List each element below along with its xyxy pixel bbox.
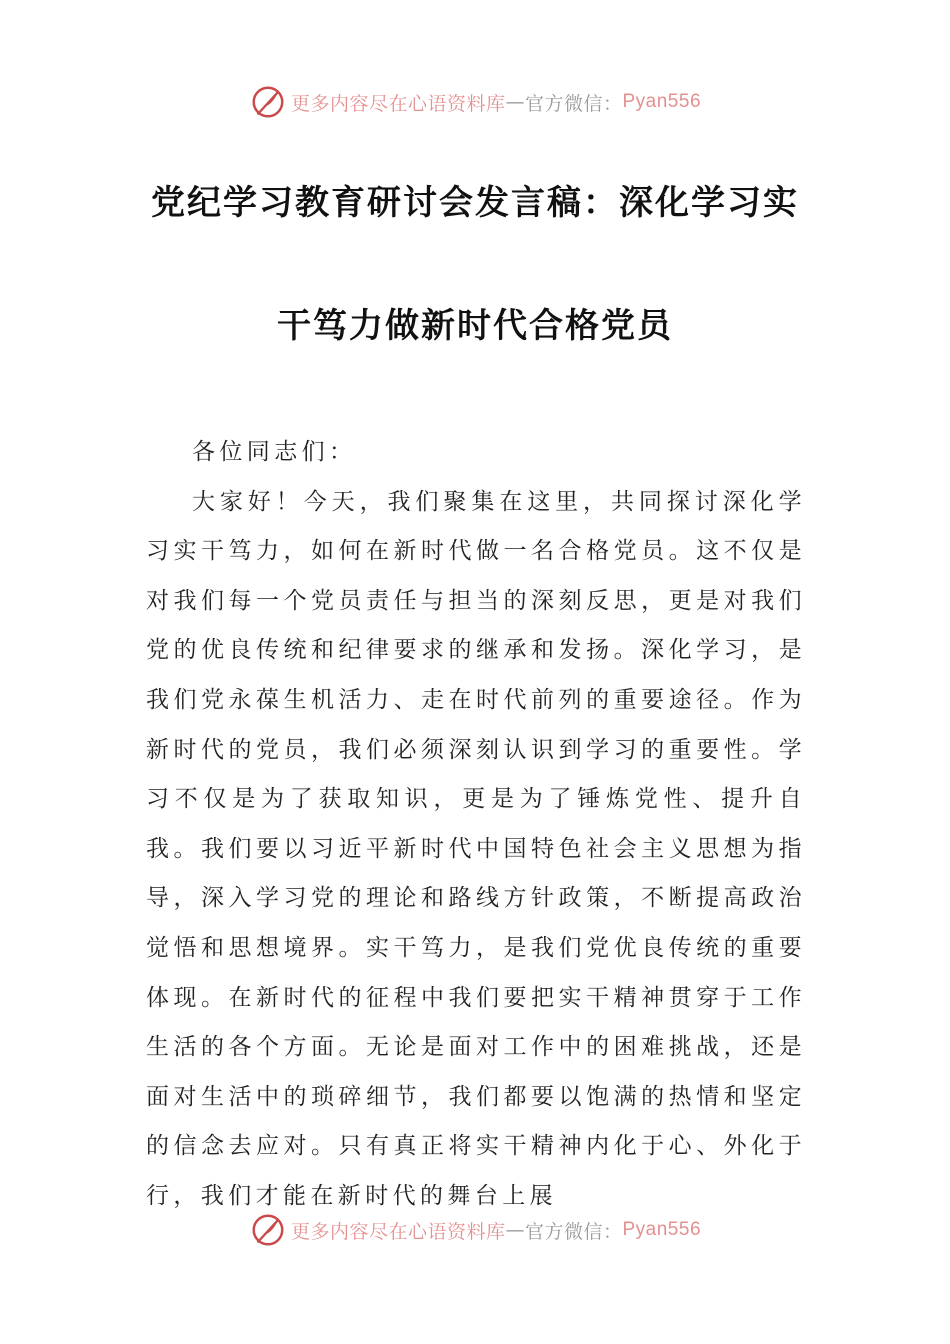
document-title-line-1: 党纪学习教育研讨会发言稿：深化学习实 (151, 183, 799, 223)
banner-wechat-label: 官方微信： (524, 1220, 623, 1243)
banner-separator: — (505, 91, 525, 113)
banner-text: 更多内容尽在心语资料库 (290, 92, 506, 115)
banner-separator: — (505, 1219, 525, 1241)
body-paragraph: 大家好！今天，我们聚集在这里，共同探讨深化学习实干笃力，如何在新时代做一名合格党员。这不仅是对我们每一个党员责任与担当的深刻反思，更是对我们党的优良传统和纪律要求的继承和发扬。深化学习，是我们党永葆生机活力、走在时代前列的重要途径。作为新时代的党员，我们必须深刻认识到学习的重要性。学习不仅是为了获取知识，更是为了锤炼党性、提升自我。我们要以习近平新时代中国特色社会主义思想为指导，深入学习党的理论和路线方针政策，不断提高政治觉悟和思想境界。实干笃力，是我们党优良传统的重要体现。在新时代的征程中我们要把实干精神贯穿于工作生活的各个方面。无论是面对工作中的困难挑战，还是面对生活中的琐碎细节，我们都要以饱满的热情和坚定的信念去应对。只有真正将实干精神内化于心、外化于行，我们才能在新时代的舞台上展 (146, 488, 806, 1209)
banner-text: 更多内容尽在心语资料库 (290, 1220, 506, 1243)
quill-pen-logo-icon (249, 83, 287, 121)
header-watermark-banner (0, 82, 950, 122)
document-title-line-2: 干笃力做新时代合格党员 (277, 306, 673, 346)
banner-wechat-id: Pyan556 (622, 1219, 702, 1240)
footer-watermark-banner (0, 1210, 950, 1250)
quill-pen-logo-icon (249, 1211, 287, 1249)
document-body (146, 428, 806, 1222)
salutation: 各位同志们： (192, 439, 357, 465)
banner-wechat-id: Pyan556 (622, 91, 702, 112)
banner-wechat-label: 官方微信： (524, 92, 623, 115)
